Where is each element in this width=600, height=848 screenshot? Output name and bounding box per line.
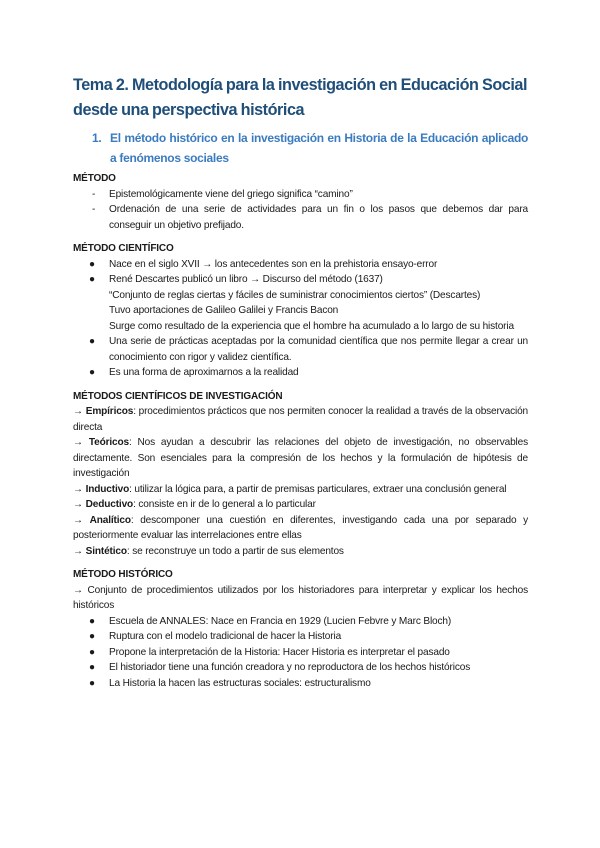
arrow-marker: →: [73, 499, 83, 510]
list-item: [73, 645, 528, 661]
method-entry: [73, 544, 528, 560]
list-item-text: Es una forma de aproximarnos a la realidad: [109, 367, 299, 378]
list-item-text: Epistemológicamente viene del griego significa “camino”: [109, 188, 353, 200]
list-item: [73, 334, 528, 365]
method-entry: [73, 513, 528, 544]
arrow-marker: →: [73, 483, 83, 495]
list-item-text: La Historia la hacen las estructuras sociales: estructuralismo: [109, 677, 371, 689]
bullet-marker: ●: [89, 336, 95, 347]
method-entry: [73, 482, 528, 498]
bullet-marker: ●: [89, 631, 95, 642]
dash-marker: -: [92, 204, 96, 215]
method-text: : consiste en ir de lo general a lo particular: [133, 499, 316, 510]
method-entry: [73, 404, 528, 435]
list-item-text: René Descartes publicó un libro → Discurso del método (1637): [109, 274, 383, 285]
bullet-marker: ●: [89, 677, 95, 689]
document-title: Tema 2. Metodología para la investigación en Educación Social desde una perspectiva histórica: [73, 76, 528, 119]
heading-metodo-cientifico: MÉTODO CIENTÍFICO: [73, 243, 174, 254]
method-term: Empíricos: [85, 406, 134, 417]
arrow-marker: →: [73, 406, 83, 417]
method-text: : descomponer una cuestión en diferentes, investigando cada una por separado y posteriormente evaluar las interrelaciones entre ellas: [73, 514, 529, 541]
historic-intro: → Conjunto de procedimientos utilizados por los historiadores para interpretar y explicar los hechos históricos: [73, 584, 528, 611]
section-title: El método histórico en la investigación en Historia de la Educación aplicado a fenómenos sociales: [110, 131, 528, 165]
method-entry: [73, 435, 528, 482]
list-item: [73, 676, 528, 692]
method-text: : se reconstruye un todo a partir de sus elementos: [126, 545, 344, 557]
method-term: Sintético: [85, 545, 127, 557]
heading-metodos-investigacion: MÉTODOS CIENTÍFICOS DE INVESTIGACIÓN: [73, 390, 283, 402]
list-item-text: El historiador tiene una función creadora y no reproductora de los hechos históricos: [109, 662, 471, 673]
section-heading: [92, 128, 528, 168]
heading-metodo: MÉTODO: [73, 173, 116, 184]
bullet-marker: ●: [89, 258, 95, 270]
bullet-marker: ●: [89, 615, 95, 627]
list-item-text: Escuela de ANNALES: Nace en Francia en 1929 (Lucien Febvre y Marc Bloch): [109, 615, 452, 627]
list-item-text: Surge como resultado de la experiencia que el hombre ha acumulado a lo largo de su historia: [109, 320, 514, 332]
document-body: [73, 171, 528, 691]
bullet-marker: ●: [89, 367, 95, 378]
bullet-marker: ●: [89, 662, 95, 673]
list-item: [73, 202, 528, 233]
list-item: [73, 187, 528, 203]
list-item: [73, 365, 528, 381]
list-item-text: Nace en el siglo XVII → los antecedentes son en la prehistoria ensayo-error: [109, 258, 438, 270]
list-item: [73, 660, 528, 676]
method-text: : procedimientos prácticos que nos permiten conocer la realidad a través de la observación directa: [73, 406, 529, 433]
list-item-text: “Conjunto de reglas ciertas y fáciles de suministrar conocimientos ciertos” (Descartes): [109, 289, 481, 301]
arrow-marker: →: [73, 514, 83, 526]
method-text: : Nos ayudan a descubrir las relaciones del objeto de investigación, no observables directamente. Son esenciales para la compresión de los hechos y la formulación de hipótesis de investigación: [73, 437, 529, 479]
method-term: Deductivo: [85, 499, 134, 510]
list-item-text: Propone la interpretación de la Historia: Hacer Historia es interpretar el pasado: [109, 646, 450, 658]
method-term: Teóricos: [88, 437, 129, 448]
method-term: Analítico: [89, 514, 131, 526]
method-entry: [73, 497, 528, 513]
list-item-text: Tuvo aportaciones de Galileo Galilei y Francis Bacon: [109, 305, 339, 316]
bullet-marker: ●: [89, 274, 95, 285]
list-item-text: Ordenación de una serie de actividades para un fin o los pasos que debemos dar para conseguir un objetivo prefijado.: [109, 204, 528, 231]
list-metodo: [73, 187, 528, 234]
bullet-marker: ●: [89, 646, 95, 658]
arrow-marker: →: [73, 437, 83, 448]
list-item: [73, 614, 528, 630]
heading-metodo-historico: MÉTODO HISTÓRICO: [73, 569, 173, 580]
section-number: 1.: [92, 131, 102, 145]
list-item: [73, 257, 528, 273]
method-text: : utilizar la lógica para, a partir de premisas particulares, extraer una conclusión general: [129, 483, 507, 495]
method-term: Inductivo: [85, 483, 130, 495]
dash-marker: -: [92, 188, 96, 200]
list-metodo-cientifico: [73, 257, 528, 381]
list-item: [73, 272, 528, 334]
list-metodo-historico: [73, 614, 528, 692]
arrow-marker: →: [73, 545, 83, 557]
list-item: [73, 629, 528, 645]
list-item-text: Ruptura con el modelo tradicional de hacer la Historia: [109, 631, 342, 642]
list-item-text: Una serie de prácticas aceptadas por la comunidad científica que nos permite llegar a crear un conocimiento con rigor y validez científica.: [109, 336, 528, 363]
